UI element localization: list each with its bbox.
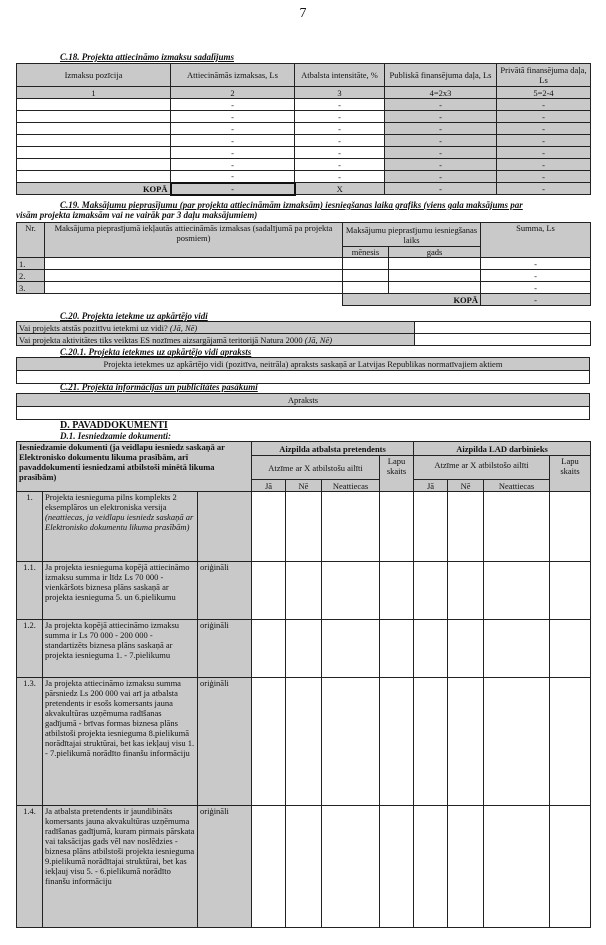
d-item-text: Ja projekta iesnieguma kopējā attiecināmo izmaksu summa ir līdz Ls 70 000 - vienkāršots biznesa plāns saskaņā ar projekta iesnieguma 5. un 6.pielikumu [43, 562, 198, 620]
c201-title: C.20.1. Projekta ietekmes uz apkārtējo vidi apraksts [60, 347, 252, 357]
table-row [17, 678, 591, 806]
d-item-type [198, 492, 252, 562]
d-check-yes[interactable] [252, 492, 286, 562]
c18-cell: - [497, 135, 591, 147]
d-h-applicant: Aizpilda atbalsta pretendents [252, 442, 414, 456]
d-h-docs: Iesniedzamie dokumenti (ja veidlapu iesniedz saskaņā ar Elektronisko dokumentu likuma prasībām, arī pavaddokumenti iesniedzami atbilstoši minētā likuma prasībām) [17, 442, 252, 492]
c18-cell[interactable]: - [171, 171, 295, 183]
c201-header: Projekta ietekmes uz apkārtējo vidi (pozitīva, neitrāla) apraksts saskaņā ar Latvijas Republikas normatīvajiem aktiem [17, 358, 590, 371]
d-lad-yes[interactable] [414, 678, 448, 806]
table-row [17, 135, 591, 147]
c18-cell: - [385, 147, 497, 159]
table-row [17, 159, 591, 171]
c18-cell: - [385, 123, 497, 135]
c18-cell: - [497, 111, 591, 123]
c19-row-nr: 3. [17, 282, 45, 294]
c18-cell[interactable] [17, 159, 171, 171]
d-lad-no[interactable] [448, 620, 484, 678]
table-row [17, 270, 591, 282]
c18-cell[interactable]: - [171, 135, 295, 147]
d-check-yes[interactable] [252, 562, 286, 620]
d-check-no[interactable] [286, 492, 322, 562]
c18-h-intensity: Atbalsta intensitāte, % [295, 64, 385, 87]
d-check-na[interactable] [322, 678, 380, 806]
c21-title: C.21. Projekta informācijas un publicitātes pasākumi [60, 382, 258, 392]
d-lad-pages[interactable] [550, 620, 591, 678]
d-item-text [43, 492, 198, 562]
d-check-yes[interactable] [252, 678, 286, 806]
c19-cell[interactable] [389, 282, 481, 294]
c18-colnum-4: 4=2x3 [385, 87, 497, 99]
table-row [17, 282, 591, 294]
table-row [17, 492, 591, 562]
d-item-text: Ja projekta attiecināmo izmaksu summa pārsniedz Ls 200 000 vai arī ja atbalsta pretendents ir esošs komersants jauna akvakultūras uzņēmuma radīšanas gadījumā - brīvas formas biznesa plāns atbilstoši projekta iesnieguma 8.pielikumā norādītajai struktūrai, bet kas iekļauj visu 1. - 7.pielikumā norādīto finanšu informāciju [43, 678, 198, 806]
c18-cell[interactable] [17, 135, 171, 147]
d-check-na[interactable] [322, 806, 380, 928]
c19-spacer [45, 294, 343, 306]
table-row [17, 111, 591, 123]
c18-total-label: KOPĀ [17, 183, 171, 195]
c19-h-year: gads [389, 247, 481, 258]
c19-row-nr: 2. [17, 270, 45, 282]
d-documents-table [16, 441, 591, 928]
c19-h-nr: Nr. [17, 223, 45, 258]
c19-row-nr: 1. [17, 258, 45, 270]
c18-cell[interactable]: - [295, 111, 385, 123]
c19-h-time: Maksājumu pieprasījumu iesniegšanas laiks [343, 223, 481, 247]
d-pages-count[interactable] [380, 562, 414, 620]
c18-cell: - [385, 171, 497, 183]
c18-cell[interactable]: - [171, 159, 295, 171]
c19-h-sum: Summa, Ls [481, 223, 591, 258]
d-item-type: oriģināli [198, 620, 252, 678]
c18-cell: - [497, 123, 591, 135]
d-lad-na[interactable] [484, 678, 550, 806]
d-item-text-main: Projekta iesnieguma pilns komplekts 2 eksemplāros un elektroniska versija [45, 492, 177, 512]
c19-table [16, 222, 591, 306]
c18-cell: - [385, 99, 497, 111]
c18-h-private: Privātā finansējuma daļa, Ls [497, 64, 591, 87]
d-lad-pages[interactable] [550, 562, 591, 620]
d-lad-na[interactable] [484, 806, 550, 928]
d-lad-yes[interactable] [414, 492, 448, 562]
d-lad-yes[interactable] [414, 620, 448, 678]
c19-cell[interactable] [343, 282, 389, 294]
d-check-no[interactable] [286, 678, 322, 806]
table-row [17, 620, 591, 678]
c19-cell[interactable]: - [481, 258, 591, 270]
c18-colnum-1: 1 [17, 87, 171, 99]
c19-total-value: - [481, 294, 591, 306]
d-lad-pages[interactable] [550, 492, 591, 562]
d-lad-no[interactable] [448, 492, 484, 562]
d-item-type: oriģināli [198, 806, 252, 928]
d-lad-pages[interactable] [550, 678, 591, 806]
c18-cell[interactable]: - [171, 123, 295, 135]
d-item-type: oriģināli [198, 562, 252, 620]
c19-cell[interactable] [45, 258, 343, 270]
d-check-na[interactable] [322, 620, 380, 678]
c18-table [16, 63, 591, 196]
c18-cell[interactable]: - [295, 147, 385, 159]
c20-q1-answer[interactable] [415, 322, 591, 334]
table-row [17, 258, 591, 270]
c18-cell[interactable]: - [295, 123, 385, 135]
c18-cell[interactable]: - [171, 147, 295, 159]
c201-table [16, 357, 590, 384]
c20-q1-hint: (Jā, Nē) [169, 322, 198, 333]
d-h-na-lad: Neattiecas [484, 480, 550, 492]
c19-cell[interactable]: - [481, 282, 591, 294]
c18-cell[interactable]: - [171, 111, 295, 123]
c20-q2 [17, 334, 415, 346]
c19-cell[interactable] [343, 258, 389, 270]
d-h-pages: Lapu skaits [380, 456, 414, 492]
c19-total-label: KOPĀ [343, 294, 481, 306]
d-lad-pages[interactable] [550, 806, 591, 928]
c18-cell[interactable]: - [295, 171, 385, 183]
c18-cell[interactable] [17, 111, 171, 123]
c18-cell[interactable]: - [295, 99, 385, 111]
d-h-yes-lad: Jā [414, 480, 448, 492]
c18-h-costs: Attiecināmās izmaksas, Ls [171, 64, 295, 87]
c18-colnum-2: 2 [171, 87, 295, 99]
c20-table [16, 321, 591, 346]
d-h-no-lad: Nē [448, 480, 484, 492]
c18-cell[interactable]: - [295, 135, 385, 147]
table-row [17, 99, 591, 111]
c21-table [16, 393, 590, 420]
d-check-yes[interactable] [252, 620, 286, 678]
d-item-type: oriģināli [198, 678, 252, 806]
d-item-num: 1.1. [17, 562, 43, 620]
c18-colnum-3: 3 [295, 87, 385, 99]
d-subtitle: D.1. Iesniedzamie dokumenti: [60, 431, 172, 441]
c18-h-public: Publiskā finansējuma daļa, Ls [385, 64, 497, 87]
c18-cell[interactable] [17, 147, 171, 159]
c19-cell[interactable] [389, 258, 481, 270]
c18-total-costs: - [171, 183, 295, 195]
c18-cell[interactable]: - [171, 99, 295, 111]
table-row [17, 171, 591, 183]
c19-spacer [17, 294, 45, 306]
d-check-yes[interactable] [252, 806, 286, 928]
table-row [17, 562, 591, 620]
c19-title-2: visām projekta izmaksām vai ne vairāk par 3 daļu maksājumiem) [16, 210, 258, 220]
c20-q2-hint: (Jā, Nē) [304, 334, 333, 345]
c20-title: C.20. Projekta ietekme uz apkārtējo vidi [60, 311, 208, 321]
d-item-text: Ja projekta kopējā attiecināmo izmaksu summa ir Ls 70 000 - 200 000 - standartizēts biznesa plāns saskaņā ar projekta iesnieguma 1. - 7.pielikumu [43, 620, 198, 678]
d-h-mark-lad: Atzīme ar X atbilstošo ailīti [414, 456, 550, 480]
table-row [17, 147, 591, 159]
d-item-num: 1.2. [17, 620, 43, 678]
c18-cell: - [385, 135, 497, 147]
c18-cell: - [497, 171, 591, 183]
c18-title: C.18. Projekta attiecināmo izmaksu sadalījums [60, 52, 235, 62]
d-pages-count[interactable] [380, 678, 414, 806]
c19-cell[interactable] [45, 270, 343, 282]
d-check-na[interactable] [322, 492, 380, 562]
d-pages-count[interactable] [380, 492, 414, 562]
d-title: D. PAVADDOKUMENTI [60, 420, 168, 431]
page-number: 7 [299, 6, 307, 21]
c21-description-field[interactable] [17, 407, 590, 420]
c19-h-desc: Maksājuma pieprasījumā iekļautās attiecināmās izmaksas (sadalījumā pa projekta posmiem) [45, 223, 343, 258]
table-row [17, 123, 591, 135]
d-lad-na[interactable] [484, 620, 550, 678]
c18-cell[interactable] [17, 99, 171, 111]
d-lad-no[interactable] [448, 562, 484, 620]
c19-cell[interactable]: - [481, 270, 591, 282]
c19-cell[interactable] [343, 270, 389, 282]
d-item-num: 1.4. [17, 806, 43, 928]
d-h-mark: Atzīme ar X atbilstošu ailīti [252, 456, 380, 480]
d-item-num: 1. [17, 492, 43, 562]
d-item-text: Ja atbalsta pretendents ir jaundibināts komersants jauna akvakultūras uzņēmuma radīšanas gadījumā, kuram pirmais pārskata vai taksācijas gads vēl nav noslēdzies - biznesa plāns atbilstoši projekta iesnieguma 9.pielikumā norādītajai struktūrai, bet kas iekļauj visu 5. - 6.pielikumā norādīto finanšu informāciju [43, 806, 198, 928]
d-lad-yes[interactable] [414, 562, 448, 620]
d-item-note: (neattiecas, ja veidlapu iesniedz saskaņā ar Elektronisko dokumentu likuma prasībām) [45, 512, 194, 532]
d-h-pages-lad: Lapu skaits [550, 456, 591, 492]
c18-cell[interactable] [17, 171, 171, 183]
c19-cell[interactable] [45, 282, 343, 294]
d-pages-count[interactable] [380, 620, 414, 678]
d-h-no: Nē [286, 480, 322, 492]
c19-cell[interactable] [389, 270, 481, 282]
d-check-no[interactable] [286, 620, 322, 678]
d-check-no[interactable] [286, 562, 322, 620]
c18-cell[interactable] [17, 123, 171, 135]
c19-title-1: C.19. Maksājumu pieprasījumu (par projekta attiecināmām izmaksām) iesniegšanas laika grafiks (viens gala maksājums par [60, 200, 523, 210]
c18-cell: - [497, 99, 591, 111]
c20-q2-answer[interactable] [415, 334, 591, 346]
c20-q1 [17, 322, 415, 334]
c20-q1-text: Vai projekts atstās pozitīvu ietekmi uz vidi? [19, 322, 168, 333]
c19-h-month: mēnesis [343, 247, 389, 258]
c18-total-public: - [385, 183, 497, 195]
d-item-num: 1.3. [17, 678, 43, 806]
d-lad-na[interactable] [484, 492, 550, 562]
table-row [17, 806, 591, 928]
d-pages-count[interactable] [380, 806, 414, 928]
c18-cell: - [497, 147, 591, 159]
d-h-na: Neattiecas [322, 480, 380, 492]
d-h-yes: Jā [252, 480, 286, 492]
c20-q2-text: Vai projekta aktivitātes tiks veiktas ES nozīmes aizsargājamā teritorijā Natura 2000 [19, 334, 303, 345]
c18-total-private: - [497, 183, 591, 195]
c18-cell: - [385, 159, 497, 171]
d-lad-no[interactable] [448, 806, 484, 928]
c21-header: Apraksts [17, 394, 590, 407]
c18-total-x: X [295, 183, 385, 195]
c18-cell[interactable]: - [295, 159, 385, 171]
c18-cell: - [385, 111, 497, 123]
d-check-no[interactable] [286, 806, 322, 928]
d-check-na[interactable] [322, 562, 380, 620]
d-lad-yes[interactable] [414, 806, 448, 928]
d-lad-no[interactable] [448, 678, 484, 806]
c18-h-position: Izmaksu pozīcija [17, 64, 171, 87]
c18-cell: - [497, 159, 591, 171]
c18-colnum-5: 5=2-4 [497, 87, 591, 99]
d-h-lad: Aizpilda LAD darbinieks [414, 442, 591, 456]
d-lad-na[interactable] [484, 562, 550, 620]
